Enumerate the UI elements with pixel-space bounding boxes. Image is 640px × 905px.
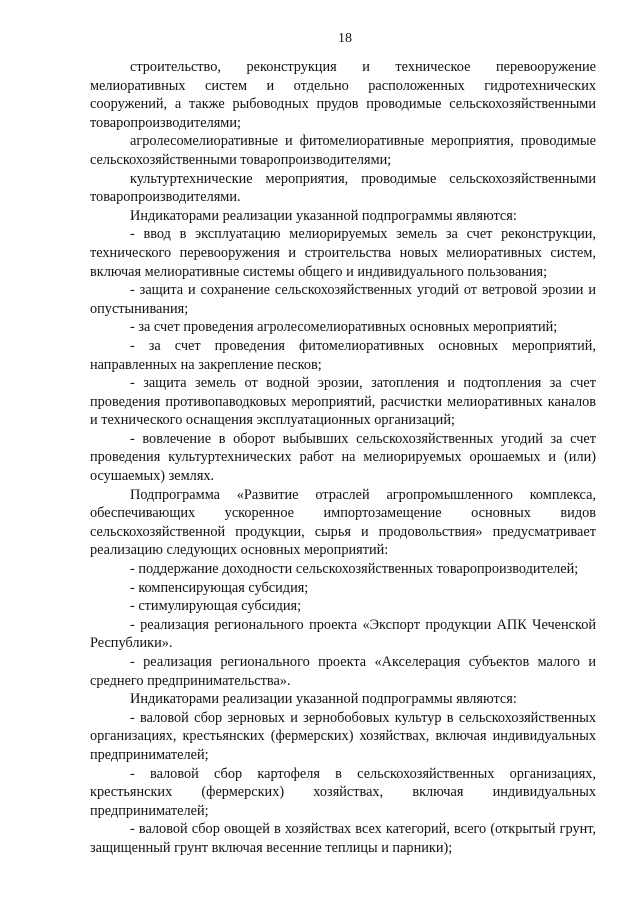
paragraph: - реализация регионального проекта «Экспорт продукции АПК Чеченской Республики». [90,616,596,652]
paragraph: строительство, реконструкция и техническое перевооружение мелиоративных систем и отдельно расположенных гидротехнических сооружений, а также рыбоводных прудов проводимые сельскохозяйственными товаропроизводителями; [90,59,596,131]
paragraph: - поддержание доходности сельскохозяйственных товаропроизводителей; [130,561,579,578]
paragraph: культуртехнические мероприятия, проводимые сельскохозяйственными товаропроизводителями. [90,170,596,206]
paragraph: Индикаторами реализации указанной подпрограммы являются: [130,207,517,224]
paragraph: Подпрограмма «Развитие отраслей агропромышленного комплекса, обеспечивающих ускоренное импортозамещение основных видов сельскохозяйственной продукции, сырья и продовольствия» предусматривает реализацию следующих основных мероприятий: [90,486,596,559]
paragraph: агролесомелиоративные и фитомелиоративные мероприятия, проводимые сельскохозяйственными товаропроизводителями; [90,133,596,168]
paragraph: - за счет проведения агролесомелиоративных основных мероприятий; [130,319,558,336]
paragraph: Индикаторами реализации указанной подпрограммы являются: [130,691,517,708]
page-number: 18 [338,31,352,46]
paragraph: - за счет проведения фитомелиоративных основных мероприятий, направленных на закрепление песков; [90,337,596,373]
paragraph: - защита земель от водной эрозии, затопления и подтопления за счет проведения противопаводковых мероприятий, расчистки мелиоративных каналов и технического оснащения эксплуатационных организаций; [90,375,596,429]
paragraph: - компенсирующая субсидия; [130,579,309,596]
paragraph: - валовой сбор зерновых и зернобобовых культур в сельскохозяйственных организациях, крестьянских (фермерских) хозяйствах, включая индивидуальных предпринимателей; [90,709,596,763]
paragraph: - ввод в эксплуатацию мелиорируемых земель за счет реконструкции, технического перевооружения и строительства новых мелиоративных систем, включая мелиоративные системы общего и индивидуального пользования; [90,226,596,280]
paragraph: - реализация регионального проекта «Акселерация субъектов малого и среднего предпринимательства». [90,654,596,689]
document-body [90,58,596,858]
paragraph: - защита и сохранение сельскохозяйственных угодий от ветровой эрозии и опустынивания; [90,282,596,317]
paragraph: - валовой сбор картофеля в сельскохозяйственных организациях, крестьянских (фермерских) хозяйствах, включая индивидуальных предпринимателей; [90,765,596,819]
paragraph: - стимулирующая субсидия; [130,598,302,615]
paragraph: - валовой сбор овощей в хозяйствах всех категорий, всего (открытый грунт, защищенный грунт включая весенние теплицы и парники); [90,821,596,856]
paragraph: - вовлечение в оборот выбывших сельскохозяйственных угодий за счет проведения культуртехнических работ на мелиорируемых орошаемых и (или) осушаемых) землях. [90,430,596,485]
